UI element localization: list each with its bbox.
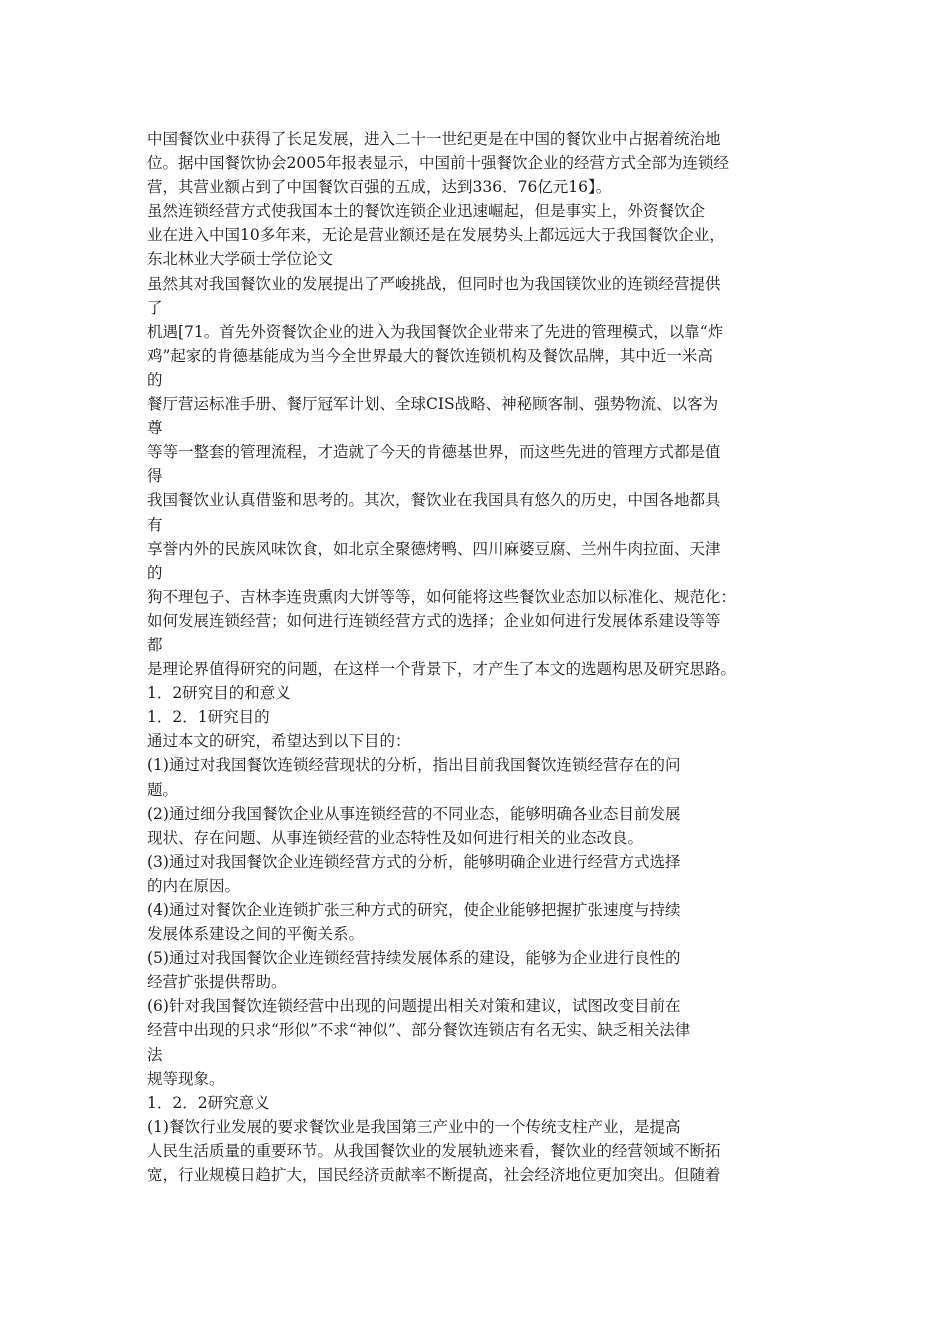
text-line: 得 — [147, 467, 163, 486]
text-line: 发展体系建设之间的平衡关系。 — [147, 925, 365, 944]
text-line: 1．2．1研究目的 — [147, 708, 270, 727]
text-line: 位。据中国餐饮协会2005年报表显示，中国前十强餐饮企业的经营方式全部为连锁经 — [147, 154, 729, 173]
text-line: 人民生活质量的重要环节。从我国餐饮业的发展轨迹来看，餐饮业的经营领域不断拓 — [147, 1141, 721, 1160]
text-line: 尊 — [147, 419, 163, 438]
text-line: (1)餐饮行业发展的要求餐饮业是我国第三产业中的一个传统支柱产业，是提高 — [147, 1117, 681, 1136]
text-line: 狗不理包子、吉林李连贵熏肉大饼等等，如何能将这些餐饮业态加以标准化、规范化： — [147, 587, 737, 606]
text-line: 餐厅营运标准手册、餐厅冠军计划、全球CIS战略、神秘顾客制、强势物流、以客为 — [147, 395, 719, 414]
text-line: 1．2研究目的和意义 — [147, 684, 291, 703]
text-line: 经营中出现的只求“形似”不求“神似”、部分餐饮连锁店有名无实、缺乏相关法律 — [147, 1021, 691, 1040]
text-line: (4)通过对餐饮企业连锁扩张三种方式的研究，使企业能够把握扩张速度与持续 — [147, 901, 681, 919]
text-line: 都 — [147, 635, 163, 654]
text-line: 如何发展连锁经营；如何进行连锁经营方式的选择；企业如何进行发展体系建设等等 — [147, 611, 721, 630]
text-line: 等等一整套的管理流程，才造就了今天的肯德基世界，而这些先进的管理方式都是值 — [147, 443, 721, 462]
text-line: (3)通过对我国餐饮企业连锁经营方式的分析，能够明确企业进行经营方式选择 — [147, 852, 681, 871]
text-line: (2)通过细分我国餐饮企业从事连锁经营的不同业态，能够明确各业态目前发展 — [147, 804, 681, 823]
text-line: 1．2．2研究意义 — [147, 1093, 270, 1112]
text-line: 业在进入中国10多年来，无论是营业额还是在发展势头上都远远大于我国餐饮企业， — [147, 226, 725, 245]
text-line: (1)通过对我国餐饮连锁经营现状的分析，指出目前我国餐饮连锁经营存在的问 — [147, 756, 681, 775]
text-line: 有 — [147, 515, 163, 534]
text-line: 的 — [147, 370, 163, 389]
text-line: 题。 — [147, 780, 179, 799]
text-line: 鸡”起家的肯德基能成为当今全世界最大的餐饮连锁机构及餐饮品牌，其中近一米高 — [147, 346, 713, 365]
text-line: 虽然其对我国餐饮业的发展提出了严峻挑战，但同时也为我国镁饮业的连锁经营提供 — [147, 274, 721, 293]
text-line: 我国餐饮业认真借鉴和思考的。其次，餐饮业在我国具有悠久的历史，中国各地都具 — [147, 491, 721, 510]
text-line: 虽然连锁经营方式使我国本土的餐饮连锁企业迅速崛起，但是事实上，外资餐饮企 — [147, 202, 706, 221]
text-line: (5)通过对我国餐饮企业连锁经营持续发展体系的建设，能够为企业进行良性的 — [147, 949, 681, 968]
text-line: 了 — [147, 298, 163, 317]
text-line: 的 — [147, 563, 163, 582]
text-line: 享誉内外的民族风味饮食，如北京全聚德烤鸭、四川麻婆豆腐、兰州牛肉拉面、天津 — [147, 539, 721, 558]
text-line: 通过本文的研究，希望达到以下目的： — [147, 732, 411, 751]
text-line: 规等现象。 — [147, 1069, 225, 1088]
text-line: 东北林业大学硕士学位论文 — [147, 250, 334, 269]
text-line: 现状、存在问题、从事连锁经营的业态特性及如何进行相关的业态改良。 — [147, 828, 644, 847]
text-line: (6)针对我国餐饮连锁经营中出现的问题提出相关对策和建议，试图改变目前在 — [147, 997, 681, 1016]
text-line: 中国餐饮业中获得了长足发展，进入二十一世纪更是在中国的餐饮业中占据着统治地 — [147, 130, 721, 148]
text-line: 机遇[71。首先外资餐饮企业的进入为我国餐饮企业带来了先进的管理模式，以靠“炸 — [147, 322, 724, 341]
text-line: 是理论界值得研究的问题，在这样一个背景下，才产生了本文的选题构思及研究思路。 — [147, 660, 737, 679]
text-line: 宽，行业规模日趋扩大，国民经济贡献率不断提高，社会经济地位更加突出。但随着 — [147, 1166, 721, 1185]
text-line: 法 — [147, 1045, 163, 1064]
document-body — [147, 127, 807, 1187]
text-line: 营，其营业额占到了中国餐饮百强的五成，达到336．76亿元16】。 — [147, 178, 612, 197]
text-line: 经营扩张提供帮助。 — [147, 973, 287, 992]
text-line: 的内在原因。 — [147, 876, 241, 895]
